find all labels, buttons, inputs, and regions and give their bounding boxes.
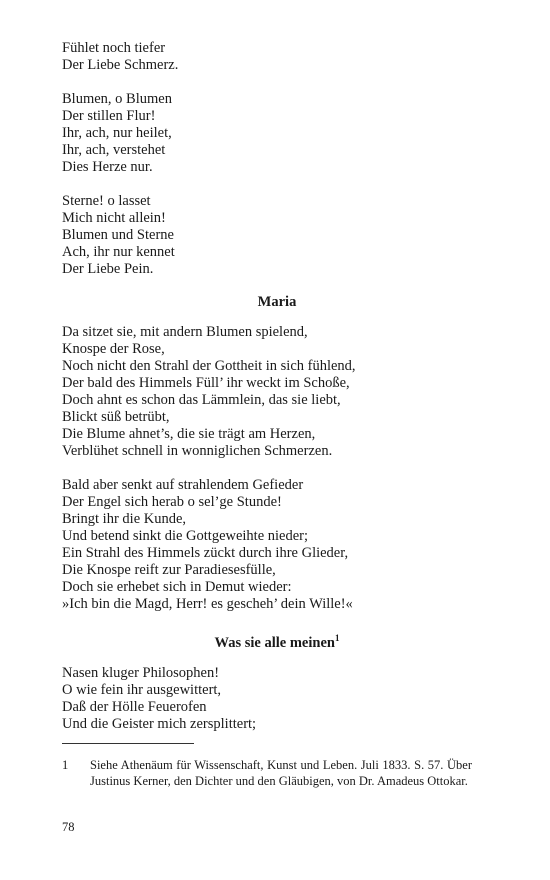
page-number: 78 (62, 820, 75, 834)
stanza (62, 40, 492, 74)
verse-line: Sterne! o lasset (62, 193, 151, 209)
stanza (62, 193, 492, 278)
footnote-divider (62, 743, 194, 744)
stanza (62, 477, 492, 613)
verse-line: Fühlet noch tiefer (62, 40, 166, 56)
verse-line: Der Liebe Pein. (62, 261, 154, 277)
verse-line: Bringt ihr die Kunde, (62, 511, 187, 527)
verse-line: Blumen, o Blumen (62, 91, 172, 107)
verse-line: Ein Strahl des Himmels zückt durch ihre Glieder, (62, 545, 349, 561)
verse-line: Doch sie erhebet sich in Demut wieder: (62, 579, 292, 595)
verse-line: Da sitzet sie, mit andern Blumen spielend, (62, 324, 308, 340)
footnote-number: 1 (62, 758, 69, 772)
verse-line: Die Blume ahnet’s, die sie trägt am Herzen, (62, 426, 316, 442)
footnote-marker[interactable]: 1 (334, 633, 340, 644)
verse-line: Doch ahnt es schon das Lämmlein, das sie liebt, (62, 392, 341, 408)
page-body (62, 40, 492, 750)
verse-line: Daß der Hölle Feuerofen (62, 699, 207, 715)
footnote (62, 757, 472, 789)
verse-line: Nasen kluger Philosophen! (62, 665, 220, 681)
verse-line: Der Liebe Schmerz. (62, 57, 179, 73)
footnote-text: Siehe Athenäum für Wissenschaft, Kunst und Leben. Juli 1833. S. 57. Über Justinus Kerner, den Dichter und den Gläubigen, von Dr. Amadeus Ottokar. (90, 758, 472, 788)
poem-title-maria: Maria (257, 294, 297, 310)
verse-line: Die Knospe reift zur Paradiesesfülle, (62, 562, 276, 578)
verse-line: Der stillen Flur! (62, 108, 156, 124)
verse-line: Verblühet schnell in wonniglichen Schmerzen. (62, 443, 333, 459)
verse-line: Und betend sinkt die Gottgeweihte nieder; (62, 528, 309, 544)
verse-line: Blickt süß betrübt, (62, 409, 170, 425)
verse-line: »Ich bin die Magd, Herr! es gescheh’ dein Wille!« (62, 596, 353, 612)
verse-line: O wie fein ihr ausgewittert, (62, 682, 222, 698)
verse-line: Der Engel sich herab o sel’ge Stunde! (62, 494, 282, 510)
poem-title-was-sie-alle-meinen (62, 635, 492, 652)
verse-line: Knospe der Rose, (62, 341, 165, 357)
verse-line: Blumen und Sterne (62, 227, 174, 243)
verse-line: Dies Herze nur. (62, 159, 153, 175)
poem-title-text: Was sie alle meinen (214, 635, 335, 651)
stanza (62, 91, 492, 176)
verse-line: Noch nicht den Strahl der Gottheit in sich fühlend, (62, 358, 356, 374)
verse-line: Der bald des Himmels Füll’ ihr weckt im Schoße, (62, 375, 350, 391)
verse-line: Und die Geister mich zersplittert; (62, 716, 257, 732)
verse-line: Ihr, ach, verstehet (62, 142, 166, 158)
stanza (62, 324, 492, 460)
verse-line: Ihr, ach, nur heilet, (62, 125, 172, 141)
verse-line: Mich nicht allein! (62, 210, 166, 226)
stanza (62, 665, 492, 733)
verse-line: Ach, ihr nur kennet (62, 244, 175, 260)
verse-line: Bald aber senkt auf strahlendem Gefieder (62, 477, 304, 493)
